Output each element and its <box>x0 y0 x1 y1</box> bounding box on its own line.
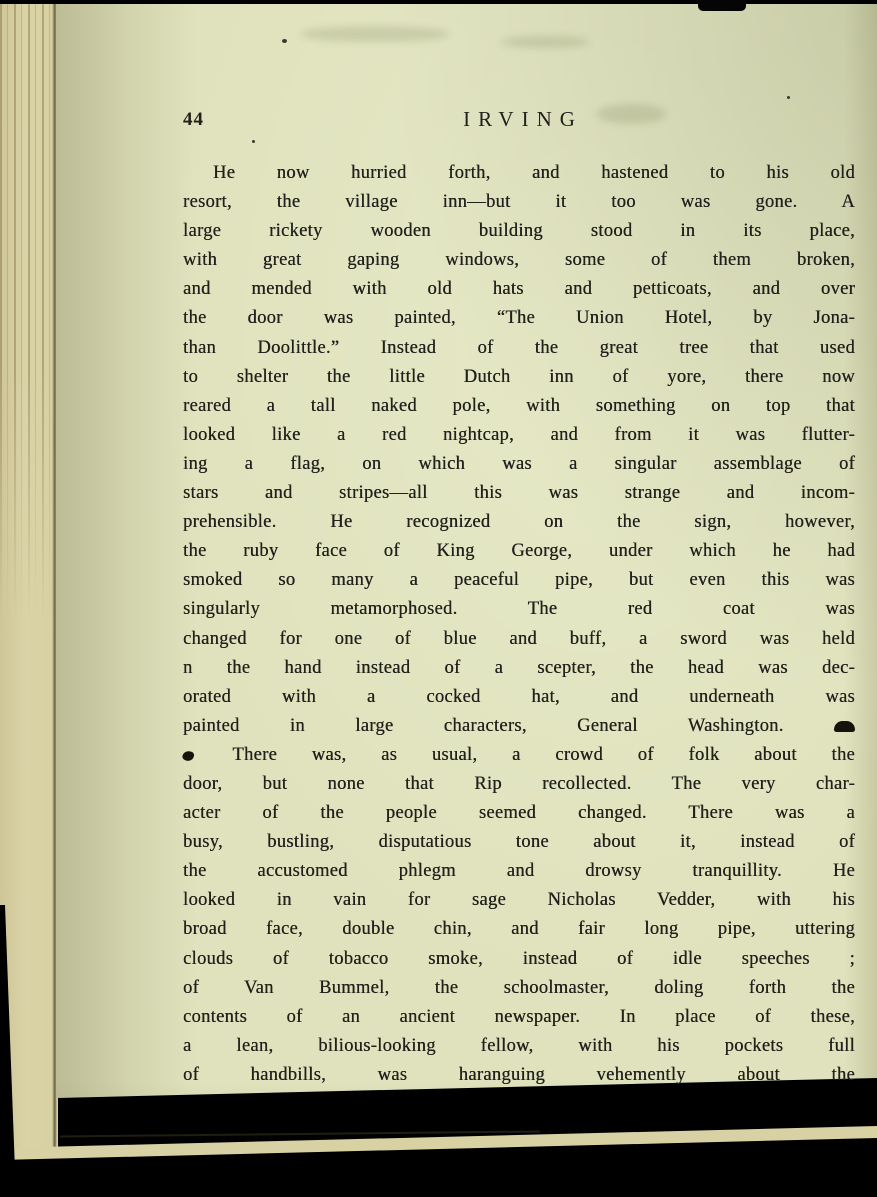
text-line: orated with a cocked hat, and underneath was <box>183 686 855 707</box>
text-line-content: There was, as usual, a crowd of folk about the <box>232 744 856 765</box>
text-line: than Doolittle.” Instead of the great tree that used <box>183 337 855 358</box>
text-line: looked in vain for sage Nicholas Vedder, with his <box>183 890 855 911</box>
text-line-content: painted in large characters, General Washington. <box>183 715 784 736</box>
text-line: n the hand instead of a scepter, the head was dec- <box>183 657 855 678</box>
text-line: looked like a red nightcap, and from it was flutter- <box>183 424 855 445</box>
ink-speck <box>252 140 255 143</box>
text-line: broad face, double chin, and fair long pipe, uttering <box>183 919 855 940</box>
ink-speck <box>282 39 287 43</box>
text-line: resort, the village inn—but it too was gone. A <box>183 192 855 213</box>
text-line: of handbills, was haranguing vehemently about the <box>183 1064 855 1085</box>
text-line: the ruby face of King George, under which he had <box>183 541 855 562</box>
text-line: to shelter the little Dutch inn of yore, there now <box>183 366 855 387</box>
text-line: busy, bustling, disputatious tone about it, instead of <box>183 832 855 853</box>
text-line <box>183 741 855 770</box>
text-line: contents of an ancient newspaper. In place of these, <box>183 1006 855 1027</box>
text-line: stars and stripes—all this was strange and incom- <box>183 483 855 504</box>
text-line: prehensible. He recognized on the sign, however, <box>183 512 855 533</box>
top-border-notch <box>698 0 746 11</box>
text-line: acter of the people seemed changed. There was a <box>183 803 855 824</box>
text-line: with great gaping windows, some of them broken, <box>183 250 855 271</box>
text-line: changed for one of blue and buff, a sword was held <box>183 628 855 649</box>
text-line: of Van Bummel, the schoolmaster, doling forth the <box>183 977 855 998</box>
text-line: singularly metamorphosed. The red coat was <box>183 599 855 620</box>
text-line: smoked so many a peaceful pipe, but even this was <box>183 570 855 591</box>
ink-speck <box>787 96 790 99</box>
text-line <box>183 712 855 741</box>
body-text <box>183 159 855 1090</box>
text-line: ing a flag, on which was a singular assemblage of <box>183 453 855 474</box>
text-line: He now hurried forth, and hastened to his old <box>213 163 855 183</box>
text-line: door, but none that Rip recollected. The very char- <box>183 773 855 794</box>
ink-blot <box>834 721 855 732</box>
text-line: the door was painted, “The Union Hotel, by Jona- <box>183 308 855 329</box>
bleed-through-smudge <box>500 36 590 48</box>
page-number: 44 <box>183 109 204 130</box>
text-line: and mended with old hats and petticoats, and over <box>183 279 855 300</box>
text-line: clouds of tobacco smoke, instead of idle speeches ; <box>183 948 855 969</box>
ink-blot <box>181 749 195 762</box>
left-page-stack-lines <box>0 0 58 620</box>
bleed-through-smudge <box>300 26 450 42</box>
running-head-title: IRVING <box>463 107 583 131</box>
text-line: reared a tall naked pole, with something on top that <box>183 395 855 416</box>
text-line: large rickety wooden building stood in its place, <box>183 221 855 242</box>
text-line: the accustomed phlegm and drowsy tranquillity. He <box>183 861 855 882</box>
text-line: a lean, bilious-looking fellow, with his pockets full <box>183 1035 855 1056</box>
